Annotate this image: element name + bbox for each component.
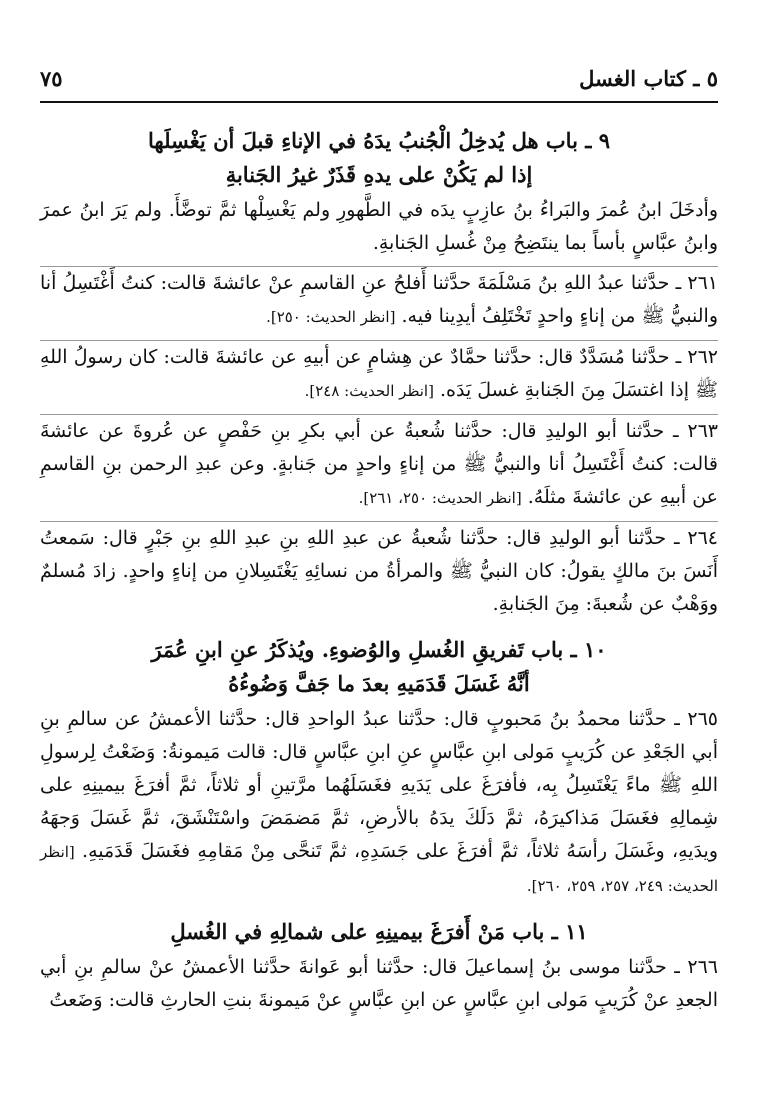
chapter-heading-line: إذا لم يَكُنْ على يدهِ قَذَرٌ غيرُ الجَنابةِ xyxy=(225,162,533,187)
hadith-text: ٢٦٦ ـ حدَّثنا موسى بنُ إسماعيلَ قال: حدَّثنا أبو عَوانةَ حدَّثنا الأعمشُ عنْ سالمِ بنِ أبي الجعدِ عنْ كُرَيبٍ مَولى ابنِ عبَّاسٍ عن ابنِ عبَّاسٍ عنْ مَيمونةَ بنتِ الحارثِ قالت: وَضَعتُ xyxy=(40,956,718,1011)
page-header xyxy=(40,66,718,100)
hadith-text: ٢٦١ ـ حدَّثنا عبدُ اللهِ بنُ مَسْلَمَةَ حدَّثنا أَفلحُ عنِ القاسمِ عنْ عائشةَ قالت: كنتُ أَغْتَسِلُ أنا والنبيُّ ﷺ من إناءٍ واحدٍ تَخْتَلِفُ أيدِينا فيه. xyxy=(40,272,718,327)
chapter-heading-line: ٩ ـ باب هل يُدخِلُ الْجُنبُ يدَهُ في الإناءِ قبلَ أن يَغْسِلَها xyxy=(148,128,610,153)
chapter-heading-9 xyxy=(40,124,718,192)
hadith-text: ٢٦٢ ـ حدَّثنا مُسَدَّدٌ قال: حدَّثنا حمَّادٌ عن هِشامٍ عن أبيهِ عن عائشةَ قالت: كان رسولُ اللهِ ﷺ إذا اغتسَلَ مِنَ الجَنابةِ غسلَ يَدَه. xyxy=(40,346,718,401)
hadith-text: ٢٦٣ ـ حدَّثنا أبو الوليدِ قال: حدَّثنا شُعبةُ عن أبي بكرِ بنِ حَفْصٍ عن عُروةَ عن عائشةَ قالت: كنتُ أَغْتَسِلُ أنا والنبيُّ ﷺ من إناءٍ واحدٍ من جَنابةٍ. وعن عبدِ الرحمن بنِ القاسمِ عن أبيهِ عن عائشةَ مثلَهُ. xyxy=(40,420,718,508)
cross-reference: [انظر الحديث: ٢٥٠، ٢٦١]. xyxy=(358,489,522,507)
hadith-264 xyxy=(40,522,718,627)
chapter-heading-11 xyxy=(40,915,718,949)
chapter-heading-line: ١١ ـ باب مَنْ أَفرَغَ بيمينِهِ على شمالِهِ في الغُسلِ xyxy=(170,919,588,944)
hadith-262 xyxy=(40,341,718,415)
paragraph-text: وأدخَلَ ابنُ عُمرَ والبَراءُ بنُ عازِبٍ يدَه في الطَّهورِ ولم يَغْسِلْها ثمَّ توضَّأَ. ولم يَرَ ابنُ عمرَ وابنُ عبَّاسٍ بأساً بما ينتَضِحُ مِنْ غُسلِ الجَنابةِ. xyxy=(40,199,718,254)
header-rule xyxy=(40,101,718,103)
chapter-heading-line: ١٠ ـ باب تَفريقِ الغُسلِ والوُضوءِ. ويُذكَرُ عنِ ابنِ عُمَرَ xyxy=(151,637,607,662)
intro-paragraph xyxy=(40,194,718,267)
hadith-text: ٢٦٤ ـ حدَّثنا أبو الوليدِ قال: حدَّثنا شُعبةُ عن عبدِ اللهِ بنِ عبدِ اللهِ بنِ جَبْرٍ قال: سَمعتُ أَنَسَ بنَ مالكٍ يقولُ: كان النبيُّ ﷺ والمرأةُ من نسائِهِ يَغْتَسِلانِ من إناءٍ واحدٍ. زادَ مُسلمٌ ووَهْبٌ عن شُعبةَ: مِنَ الجَنابةِ. xyxy=(40,527,718,615)
hadith-text: ٢٦٥ ـ حدَّثنا محمدُ بنُ مَحبوبٍ قال: حدَّثنا عبدُ الواحدِ قال: حدَّثنا الأعمشُ عن سالمِ بنِ أبي الجَعْدِ عن كُرَيبٍ مَولى ابنِ عبَّاسٍ عنِ ابنِ عبَّاسٍ قال: قالت مَيمونةُ: وَضَعْتُ لِرسولِ اللهِ ﷺ ماءً يَغْتَسِلُ بِه، فأفرَغَ على يَدَيهِ فغَسَلَهُما مرَّتينِ أو ثلاثاً، ثمَّ أفرَغَ بيمينِهِ على شِمالِهِ فغَسَلَ مَذاكيرَهُ، ثمَّ دَلَكَ يدَهُ بالأرضِ، ثمَّ مَضمَضَ واسْتَنْشَقَ، ثمَّ غَسَلَ وَجهَهُ ويدَيهِ، وغَسَلَ رأسَهُ ثلاثاً، ثمَّ أفرَغَ على جَسَدِهِ، ثمَّ تَنحَّى مِنْ مَقامِهِ فغَسَلَ قَدَمَيهِ. xyxy=(40,708,719,862)
page-content xyxy=(40,118,718,1023)
chapter-heading-line: أنَّهُ غَسَلَ قَدَمَيهِ بعدَ ما جَفَّ وَضُوءُهُ xyxy=(228,671,530,696)
page-number: ٧٥ xyxy=(40,66,63,91)
cross-reference: [انظر الحديث: ٢٤٩، ٢٥٧، ٢٥٩، ٢٦٠]. xyxy=(40,843,718,895)
chapter-heading-10 xyxy=(40,633,718,701)
hadith-266 xyxy=(40,951,718,1023)
hadith-261 xyxy=(40,267,718,341)
cross-reference: [انظر الحديث: ٢٥٠]. xyxy=(266,308,396,326)
hadith-265 xyxy=(40,703,718,909)
running-title: ٥ ـ كتاب الغسل xyxy=(579,66,718,91)
hadith-263 xyxy=(40,415,718,522)
cross-reference: [انظر الحديث: ٢٤٨]. xyxy=(304,382,434,400)
